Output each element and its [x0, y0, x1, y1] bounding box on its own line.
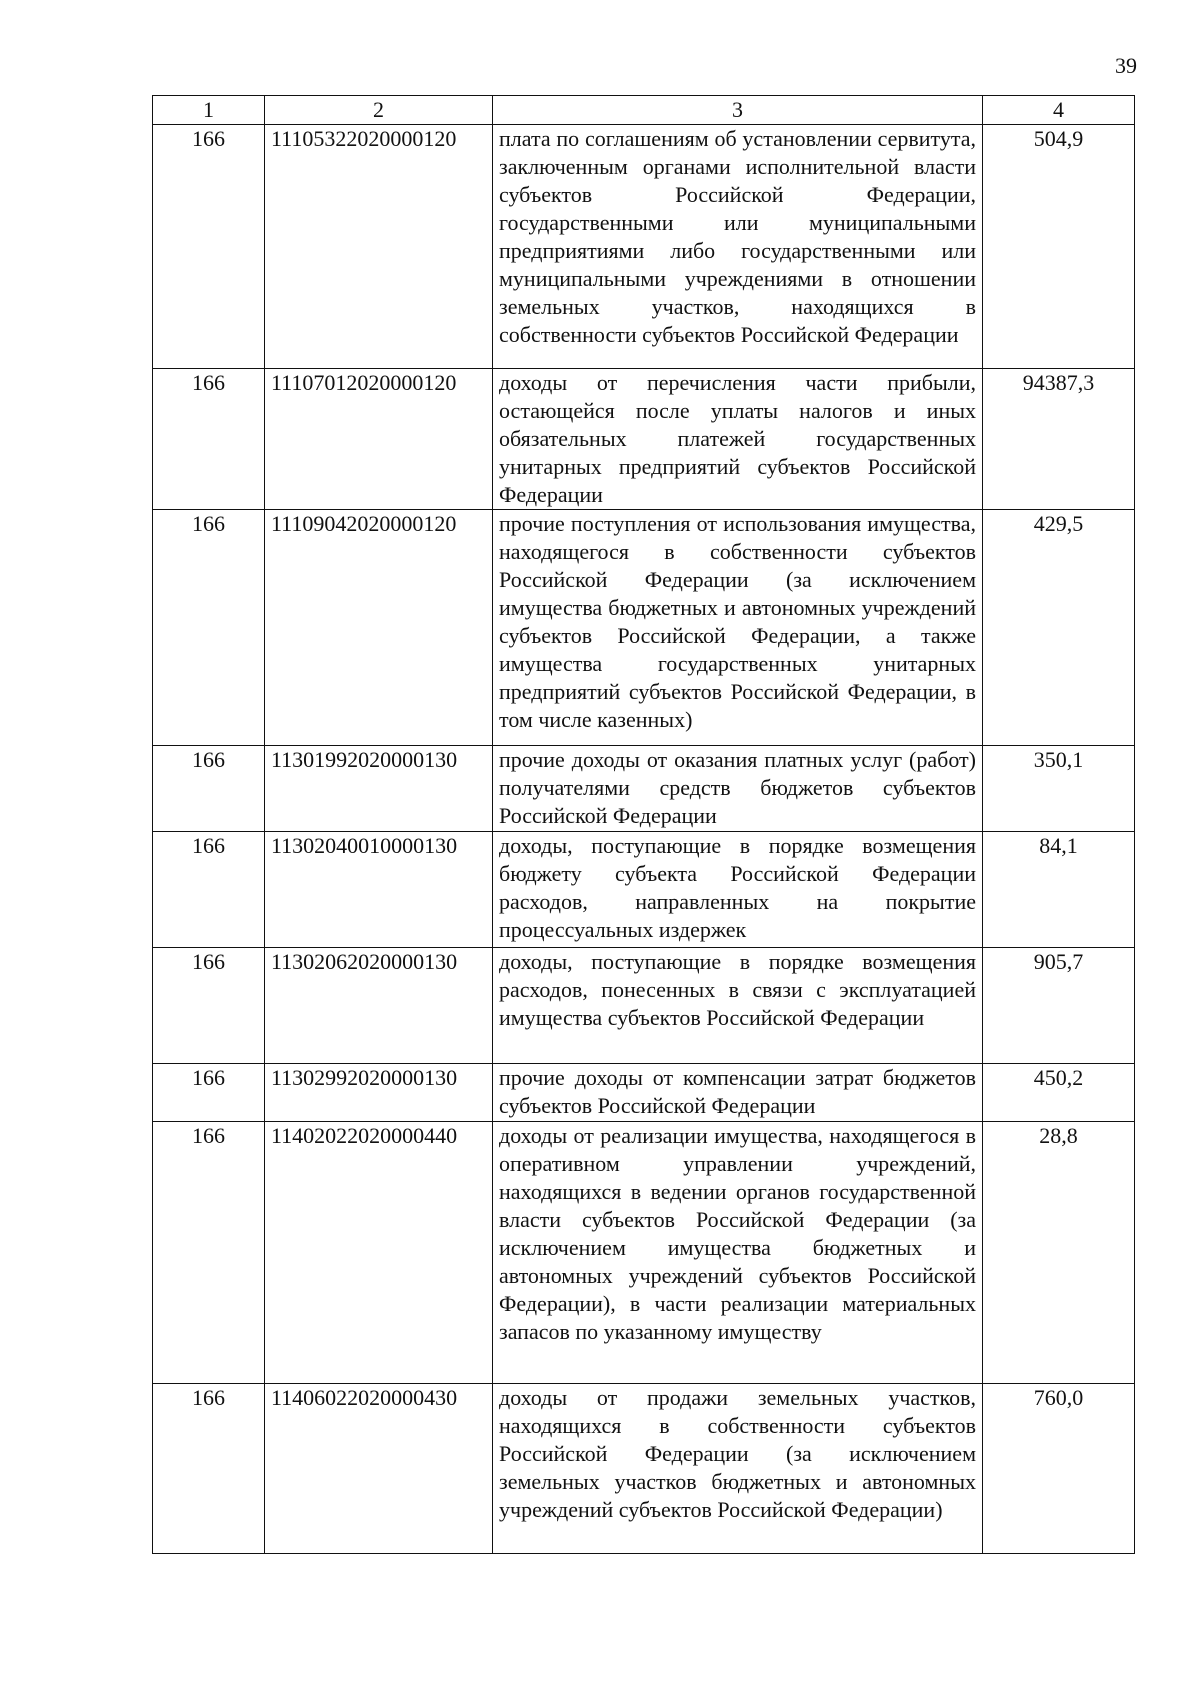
budget-code-cell: 11105322020000120	[265, 125, 493, 369]
amount-cell: 350,1	[983, 746, 1135, 832]
admin-code-cell: 166	[153, 746, 265, 832]
amount-cell: 450,2	[983, 1064, 1135, 1122]
budget-code-cell: 11302040010000130	[265, 832, 493, 948]
amount-cell: 504,9	[983, 125, 1135, 369]
table-row	[153, 1384, 1135, 1554]
admin-code-cell: 166	[153, 125, 265, 369]
budget-code-cell: 11302062020000130	[265, 948, 493, 1064]
column-header-4: 4	[983, 96, 1135, 125]
table-row	[153, 125, 1135, 369]
table-row	[153, 948, 1135, 1064]
revenue-name-cell: прочие доходы от компенсации затрат бюджетов субъектов Российской Федерации	[493, 1064, 983, 1122]
admin-code-cell: 166	[153, 369, 265, 510]
revenue-name-cell: доходы от продажи земельных участков, находящихся в собственности субъектов Российской Федерации (за исключением земельных участков бюджетных и автономных учреждений субъектов Российской Федерации)	[493, 1384, 983, 1554]
amount-cell: 905,7	[983, 948, 1135, 1064]
table-row	[153, 746, 1135, 832]
revenue-name-cell: плата по соглашениям об установлении сервитута, заключенным органами исполнительной власти субъектов Российской Федерации, государственными или муниципальными предприятиями либо государственными или муниципальными учреждениями в отношении земельных участков, находящихся в собственности субъектов Российской Федерации	[493, 125, 983, 369]
table-row	[153, 1064, 1135, 1122]
column-header-1: 1	[153, 96, 265, 125]
amount-cell: 84,1	[983, 832, 1135, 948]
admin-code-cell: 166	[153, 832, 265, 948]
column-header-3: 3	[493, 96, 983, 125]
admin-code-cell: 166	[153, 510, 265, 746]
budget-code-cell: 11107012020000120	[265, 369, 493, 510]
revenue-name-cell: доходы от перечисления части прибыли, остающейся после уплаты налогов и иных обязательных платежей государственных унитарных предприятий субъектов Российской Федерации	[493, 369, 983, 510]
budget-code-cell: 11402022020000440	[265, 1122, 493, 1384]
amount-cell: 94387,3	[983, 369, 1135, 510]
budget-code-cell: 11406022020000430	[265, 1384, 493, 1554]
budget-code-cell: 11109042020000120	[265, 510, 493, 746]
amount-cell: 429,5	[983, 510, 1135, 746]
table-row	[153, 369, 1135, 510]
table-row	[153, 1122, 1135, 1384]
table-row	[153, 832, 1135, 948]
budget-code-cell: 11302992020000130	[265, 1064, 493, 1122]
column-header-2: 2	[265, 96, 493, 125]
revenue-name-cell: доходы, поступающие в порядке возмещения бюджету субъекта Российской Федерации расходов, направленных на покрытие процессуальных издержек	[493, 832, 983, 948]
revenue-name-cell: доходы от реализации имущества, находящегося в оперативном управлении учреждений, находящихся в ведении органов государственной власти субъектов Российской Федерации (за исключением имущества бюджетных и автономных учреждений субъектов Российской Федерации), в части реализации материальных запасов по указанному имуществу	[493, 1122, 983, 1384]
admin-code-cell: 166	[153, 948, 265, 1064]
page-number: 39	[1115, 53, 1137, 78]
table-row	[153, 510, 1135, 746]
revenue-name-cell: прочие доходы от оказания платных услуг (работ) получателями средств бюджетов субъектов Российской Федерации	[493, 746, 983, 832]
revenue-name-cell: прочие поступления от использования имущества, находящегося в собственности субъектов Российской Федерации (за исключением имущества бюджетных и автономных учреждений субъектов Российской Федерации, а также имущества государственных унитарных предприятий субъектов Российской Федерации, в том числе казенных)	[493, 510, 983, 746]
admin-code-cell: 166	[153, 1122, 265, 1384]
budget-code-cell: 11301992020000130	[265, 746, 493, 832]
amount-cell: 28,8	[983, 1122, 1135, 1384]
amount-cell: 760,0	[983, 1384, 1135, 1554]
admin-code-cell: 166	[153, 1384, 265, 1554]
admin-code-cell: 166	[153, 1064, 265, 1122]
revenue-table	[152, 95, 1135, 1554]
revenue-name-cell: доходы, поступающие в порядке возмещения расходов, понесенных в связи с эксплуатацией имущества субъектов Российской Федерации	[493, 948, 983, 1064]
table-header-row	[153, 96, 1135, 125]
